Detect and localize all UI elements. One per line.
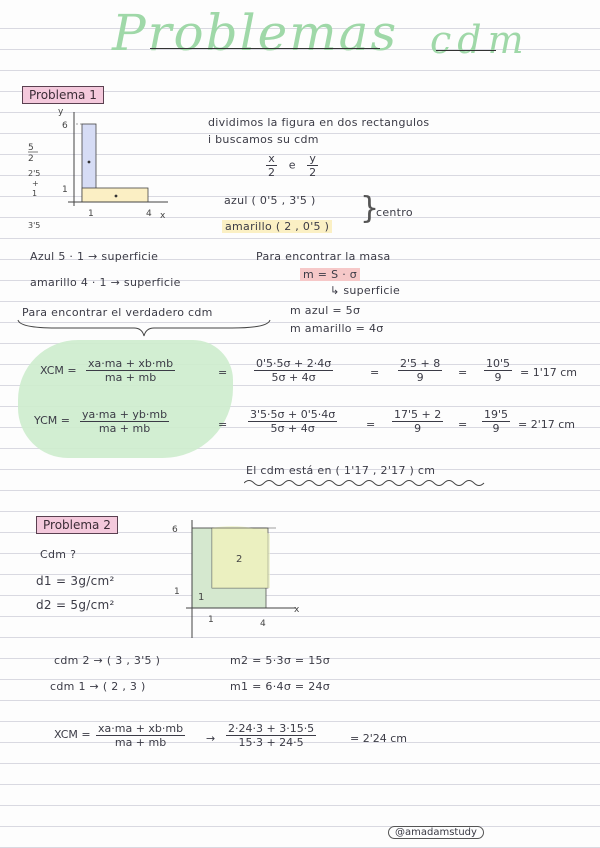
p2-xcm-arrow: → bbox=[206, 732, 216, 745]
wavy-underline bbox=[244, 478, 494, 488]
graph-side-plus: + bbox=[32, 179, 39, 188]
para-verdadero: Para encontrar el verdadero cdm bbox=[22, 306, 213, 319]
ycm-substituted: $\frac{3'5\cdot 5\sigma + 0'5\cdot 4\sigma}{5\sigma + 4\sigma}$ bbox=[250, 408, 336, 435]
graph-side-35: 3'5 bbox=[28, 221, 41, 230]
xcm-division: $\frac{10'5}{9}$ bbox=[486, 357, 511, 384]
azul-center: azul ( 0'5 , 3'5 ) bbox=[224, 194, 316, 207]
xcm-label: XCM = bbox=[40, 364, 77, 377]
problem1-graph bbox=[28, 104, 188, 234]
underbrace bbox=[16, 318, 272, 338]
intro-line2: i buscamos su cdm bbox=[208, 133, 319, 146]
page-title-part2: cdm bbox=[430, 18, 530, 62]
ycm-simplified: $\frac{17'5 + 2}{9}$ bbox=[394, 408, 442, 435]
masa-formula: m = S · σ bbox=[300, 268, 360, 281]
yellow-center-point bbox=[115, 195, 118, 198]
p2-xcm-result: = 2'24 cm bbox=[350, 732, 407, 745]
graph2-tick-6: 6 bbox=[172, 525, 178, 535]
xcm-formula: $\frac{xa\cdot ma + xb\cdot mb}{ma + mb}$ bbox=[88, 357, 174, 384]
xcm-eq3: = bbox=[458, 366, 468, 379]
m1: m1 = 6·4σ = 24σ bbox=[230, 680, 331, 693]
graph-side-215: 2'5 bbox=[28, 169, 41, 178]
azul-surface: Azul 5 · 1 → superficie bbox=[30, 250, 159, 263]
problem2-question: Cdm ? bbox=[40, 548, 77, 561]
page-title-part1: Problemas bbox=[112, 4, 399, 62]
m-azul: m azul = 5σ bbox=[290, 304, 361, 317]
graph2-label-1: 1 bbox=[198, 592, 205, 603]
yellow-rectangle bbox=[82, 188, 148, 202]
cdm1: cdm 1 → ( 2 , 3 ) bbox=[50, 680, 146, 693]
title-underline-2 bbox=[436, 50, 496, 51]
xcm-result: = 1'17 cm bbox=[520, 366, 577, 379]
amarillo-center: amarillo ( 2 , 0'5 ) bbox=[222, 220, 332, 233]
problem1-tag: Problema 1 bbox=[22, 86, 104, 104]
graph2-tick-1y: 1 bbox=[174, 587, 180, 597]
graph-tick-4x: 4 bbox=[146, 209, 152, 219]
brace: } bbox=[360, 191, 380, 226]
xcm-substituted: $\frac{0'5\cdot 5\sigma + 2\cdot 4\sigma}{5\sigma + 4\sigma}$ bbox=[256, 357, 332, 384]
xcm-eq1: = bbox=[218, 366, 228, 379]
p2-xcm-formula: $\frac{xa\cdot ma + xb\cdot mb}{ma + mb}$ bbox=[98, 722, 184, 749]
graph2-label-2: 2 bbox=[236, 554, 243, 565]
problem2-graph bbox=[168, 516, 308, 644]
graph2-tick-1x: 1 bbox=[208, 615, 214, 625]
superficie-arrow: ↳ superficie bbox=[330, 284, 401, 297]
amarillo-surface: amarillo 4 · 1 → superficie bbox=[30, 276, 181, 289]
problem2-tag: Problema 2 bbox=[36, 516, 118, 534]
ycm-eq1: = bbox=[218, 418, 228, 431]
ycm-formula: $\frac{ya\cdot ma + yb\cdot mb}{ma + mb}$ bbox=[82, 408, 168, 435]
density-d1: d1 = 3g/cm² bbox=[36, 574, 115, 588]
xcm-simplified: $\frac{2'5 + 8}{9}$ bbox=[400, 357, 441, 384]
graph-side-frac-num: 5 bbox=[28, 143, 34, 153]
graph-tick-1y: 1 bbox=[62, 185, 68, 195]
graph-tick-1x: 1 bbox=[88, 209, 94, 219]
ycm-division: $\frac{19'5}{9}$ bbox=[484, 408, 509, 435]
m2: m2 = 5·3σ = 15σ bbox=[230, 654, 331, 667]
ycm-result: = 2'17 cm bbox=[518, 418, 575, 431]
graph2-tick-4x: 4 bbox=[260, 619, 266, 629]
ycm-eq2: = bbox=[366, 418, 376, 431]
centro-label: centro bbox=[376, 206, 413, 219]
p2-xcm-substituted: $\frac{2\cdot 24\cdot 3 + 3\cdot 15\cdot 5}{15\cdot 3 + 24\cdot 5}$ bbox=[228, 722, 315, 749]
m-amarillo: m amarillo = 4σ bbox=[290, 322, 384, 335]
fraction-x-over-2: $\frac{x}{2}$ e $\frac{y}{2}$ bbox=[268, 152, 317, 179]
conclusion: El cdm está en ( 1'17 , 2'17 ) cm bbox=[246, 464, 436, 477]
para-masa: Para encontrar la masa bbox=[256, 250, 391, 263]
graph-axis-y-label: y bbox=[58, 107, 64, 117]
graph-side-1: 1 bbox=[32, 189, 38, 198]
blue-center-point bbox=[88, 161, 91, 164]
ycm-eq3: = bbox=[458, 418, 468, 431]
xcm-eq2: = bbox=[370, 366, 380, 379]
graph-axis-x-label: x bbox=[160, 211, 166, 221]
title-underline bbox=[150, 48, 380, 49]
ycm-label: YCM = bbox=[34, 414, 71, 427]
cdm2: cdm 2 → ( 3 , 3'5 ) bbox=[54, 654, 161, 667]
graph-side-frac-den: 2 bbox=[28, 154, 34, 164]
intro-line1: dividimos la figura en dos rectangulos bbox=[208, 116, 430, 129]
graph-tick-6: 6 bbox=[62, 121, 68, 131]
density-d2: d2 = 5g/cm² bbox=[36, 598, 115, 612]
p2-xcm-label: XCM = bbox=[54, 728, 91, 741]
graph2-axis-x-label: x bbox=[294, 605, 300, 615]
author-handle: @amadamstudy bbox=[388, 826, 484, 839]
